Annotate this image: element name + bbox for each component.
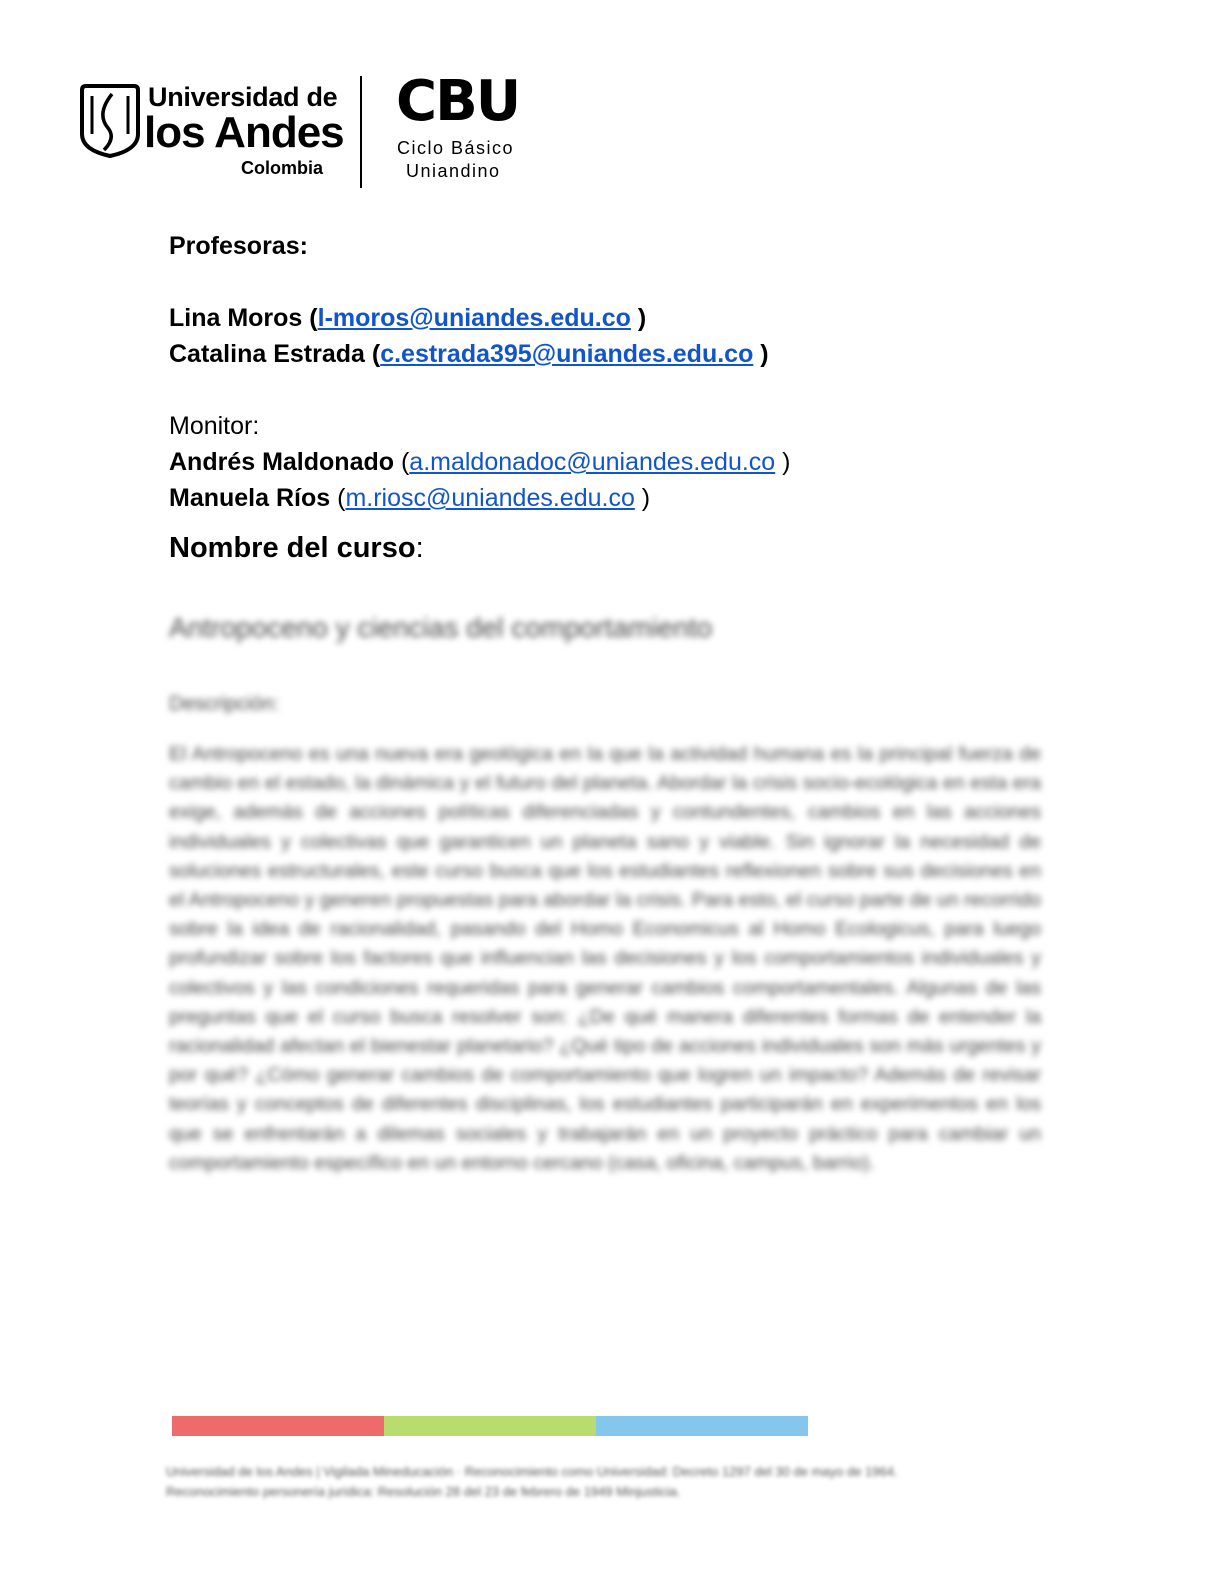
- monitors-heading: Monitor:: [169, 412, 260, 440]
- course-name-colon: :: [415, 532, 424, 564]
- uniandes-crest-icon: [78, 84, 142, 158]
- footer-legal-text: Universidad de los Andes | Vigilada Mineducación · Reconocimiento como Universidad: Decreto 1297 del 30 de mayo de 1964. Reconocimiento personería jurídica: Resolución 28 del 23 de febrero de 1949 Minjusticia.: [166, 1464, 898, 1499]
- university-country: Colombia: [241, 158, 324, 178]
- professor-name: Catalina Estrada: [169, 340, 365, 368]
- color-bar-segment-blue: [596, 1416, 808, 1436]
- course-name-heading: [169, 528, 1049, 568]
- professor-entry: Lina Moros (l-moros@uniandes.edu.co ): [169, 304, 647, 332]
- cbu-mark: CBU: [396, 69, 520, 134]
- professor-entry: Catalina Estrada (c.estrada395@uniandes.edu.co ): [169, 340, 769, 368]
- university-name-line2: los Andes: [144, 108, 344, 157]
- course-title: Antropoceno y ciencias del comportamiento: [169, 612, 713, 643]
- professors-heading: Profesoras:: [169, 232, 308, 260]
- description-heading: Descripción:: [169, 693, 280, 715]
- monitor-entry: Manuela Ríos (m.riosc@uniandes.edu.co ): [169, 484, 651, 512]
- professor-email-link[interactable]: c.estrada395@uniandes.edu.co: [380, 340, 754, 368]
- logo-divider: [360, 76, 362, 188]
- color-bar-segment-red: [172, 1416, 384, 1436]
- monitor-email-link[interactable]: a.maldonadoc@uniandes.edu.co: [409, 448, 776, 476]
- cbu-subtitle-line2: Uniandino: [406, 161, 501, 181]
- document-content: [169, 228, 1049, 1178]
- monitor-name: Manuela Ríos: [169, 484, 331, 512]
- color-bar-segment-green: [384, 1416, 596, 1436]
- description-body: El Antropoceno es una nueva era geológica en la que la actividad humana es la principal fuerza de cambio en el estado, la dinámica y el futuro del planeta. Abordar la crisis socio-ecológica en esta era exige, además de acciones políticas diferenciadas y contundentes, cambios en las acciones individuales y colectivas que garanticen un planeta sano y viable. Sin ignorar la necesidad de soluciones estructurales, este curso busca que los estudiantes reflexionen sobre sus decisiones en el Antropoceno y generen propuestas para abordar la crisis. Para esto, el curso parte de un recorrido sobre la idea de racionalidad, pasando del Homo Economicus al Homo Ecologicus, para luego profundizar sobre los factores que influencian las decisiones y los comportamientos individuales y colectivos y las condiciones requeridas para generar cambios comportamentales. Algunas de las preguntas que el curso busca resolver son: ¿De qué manera diferentes formas de entender la racionalidad afectan el bienestar planetario? ¿Qué tipo de acciones individuales son más urgentes y por qué? ¿Cómo generar cambios de comportamiento que logren un impacto? Además de revisar teorías y conceptos de diferentes disciplinas, los estudiantes participarán en experimentos en los que se enfrentarán a dilemas sociales y trabajarán en un proyecto práctico para cambiar un comportamiento específico en un entorno cercano (casa, oficina, campus, barrio).: [169, 743, 1041, 1174]
- course-name-label: Nombre del curso: [169, 532, 416, 564]
- footer-color-bar: [172, 1416, 808, 1436]
- monitor-entry: Andrés Maldonado (a.maldonadoc@uniandes.edu.co ): [169, 448, 791, 476]
- monitor-name: Andrés Maldonado: [169, 448, 395, 476]
- professor-name: Lina Moros: [169, 304, 303, 332]
- university-name-line1: Universidad de: [148, 82, 338, 112]
- uniandes-logo: [78, 80, 344, 180]
- cbu-logo: [396, 69, 546, 188]
- monitor-email-link[interactable]: m.riosc@uniandes.edu.co: [345, 484, 635, 512]
- professor-email-link[interactable]: l-moros@uniandes.edu.co: [317, 304, 631, 332]
- cbu-subtitle-line1: Ciclo Básico: [397, 138, 515, 158]
